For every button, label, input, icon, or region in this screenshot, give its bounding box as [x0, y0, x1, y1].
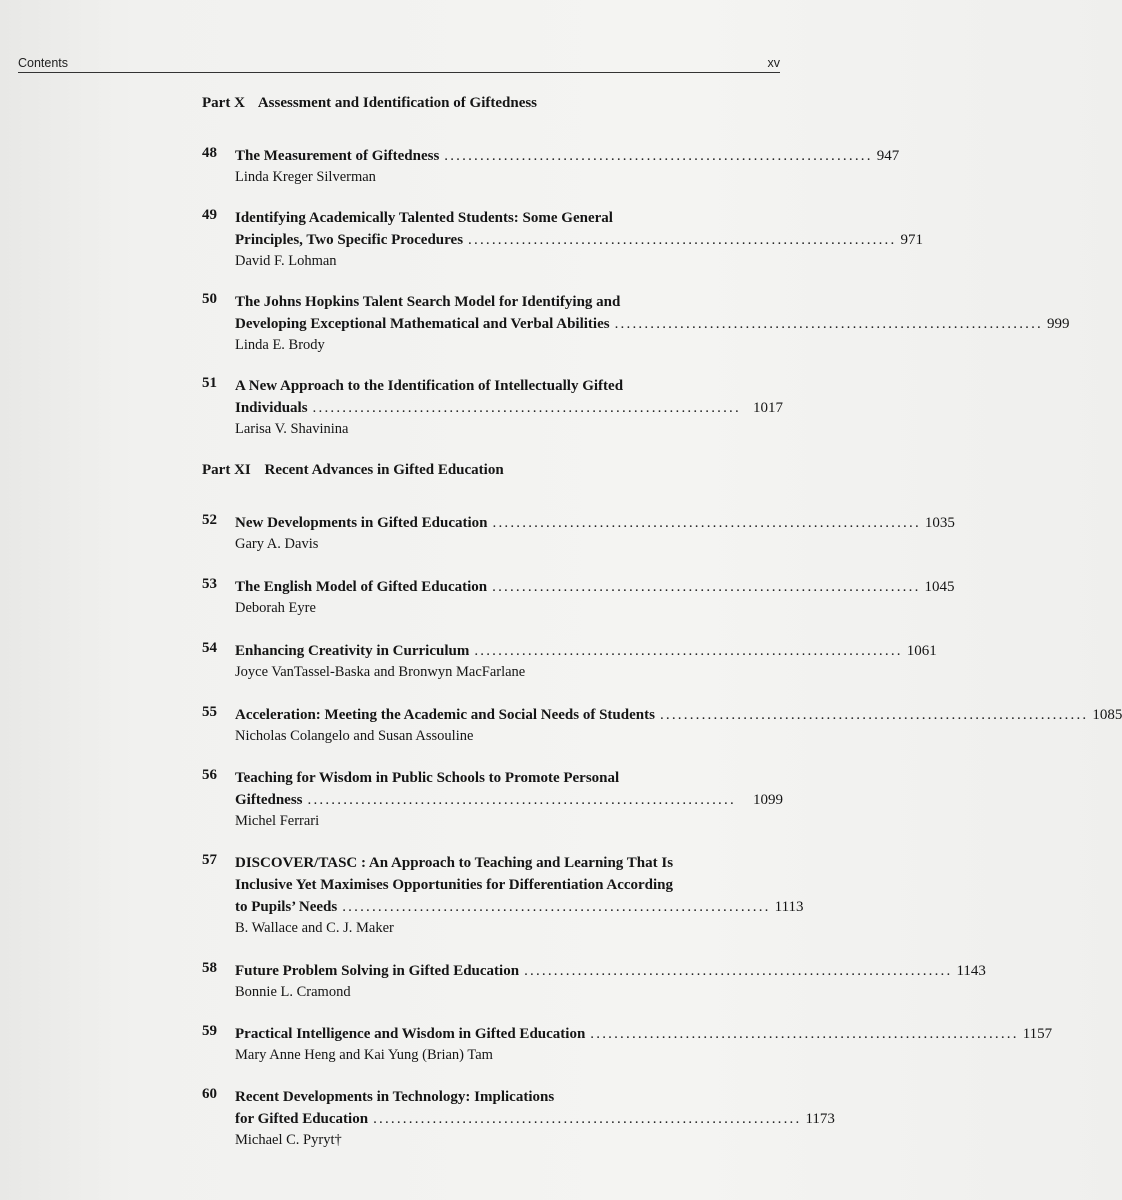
running-header — [18, 56, 780, 72]
chapter-title: DISCOVER/TASC : An Approach to Teaching and Learning That Is — [235, 855, 674, 871]
chapter-author: Gary A. Davis — [235, 536, 319, 552]
chapter-title: Teaching for Wisdom in Public Schools to Promote Personal — [235, 770, 620, 786]
chapter-author: B. Wallace and C. J. Maker — [235, 920, 394, 936]
leader-dots: ........................................................................ — [342, 899, 771, 915]
chapter-number: 56 — [202, 767, 217, 783]
chapter-title: Principles, Two Specific Procedures — [235, 232, 464, 248]
leader-dots: ........................................................................ — [312, 400, 741, 416]
chapter-page: 947 — [876, 148, 900, 164]
chapter-title: to Pupils’ Needs — [235, 899, 338, 915]
part-label: Part XI — [202, 462, 251, 478]
part-title: Recent Advances in Gifted Education — [264, 462, 504, 478]
chapter-number: 52 — [202, 512, 217, 528]
chapter-author: Linda E. Brody — [235, 337, 325, 353]
chapter-page: 1143 — [956, 963, 986, 979]
leader-dots: ........................................................................ — [590, 1026, 1019, 1042]
chapter-author: Michel Ferrari — [235, 813, 320, 829]
page-number: xv — [767, 56, 780, 70]
chapter-page: 1085 — [1092, 707, 1122, 723]
chapter-title: The English Model of Gifted Education — [235, 579, 488, 595]
chapter-title: Recent Developments in Technology: Implications — [235, 1089, 555, 1105]
chapter-title: Giftedness — [235, 792, 303, 808]
chapter-title: Future Problem Solving in Gifted Education — [235, 963, 520, 979]
chapter-page: 1157 — [1022, 1026, 1053, 1042]
chapter-title: Developing Exceptional Mathematical and Verbal Abilities — [235, 316, 610, 332]
chapter-number: 50 — [202, 291, 217, 307]
chapter-title: for Gifted Education — [235, 1111, 369, 1127]
part-heading — [202, 95, 762, 112]
chapter-author: Deborah Eyre — [235, 600, 316, 616]
chapter-number: 55 — [202, 704, 217, 720]
chapter-number: 48 — [202, 145, 217, 161]
leader-dots: ........................................................................ — [444, 148, 873, 164]
chapter-number: 57 — [202, 852, 217, 868]
chapter-page: 1045 — [924, 579, 955, 595]
chapter-number: 59 — [202, 1023, 217, 1039]
chapter-title: The Measurement of Giftedness — [235, 148, 440, 164]
part-title: Assessment and Identification of Giftedness — [257, 95, 538, 111]
chapter-author: Nicholas Colangelo and Susan Assouline — [235, 728, 474, 744]
chapter-title: Inclusive Yet Maximises Opportunities for Differentiation According — [235, 877, 674, 893]
chapter-title: Individuals — [235, 400, 308, 416]
chapter-page: 971 — [900, 232, 923, 248]
chapter-title: New Developments in Gifted Education — [235, 515, 488, 531]
chapter-author: Mary Anne Heng and Kai Yung (Brian) Tam — [235, 1047, 493, 1063]
chapter-page: 1173 — [805, 1111, 835, 1127]
chapter-title: The Johns Hopkins Talent Search Model for Identifying and — [235, 294, 621, 310]
leader-dots: ........................................................................ — [659, 707, 1089, 723]
chapter-page: 1017 — [753, 400, 783, 416]
chapter-page: 1035 — [924, 515, 955, 531]
chapter-title: A New Approach to the Identification of Intellectually Gifted — [235, 378, 624, 394]
chapter-number: 49 — [202, 207, 217, 223]
chapter-title: Enhancing Creativity in Curriculum — [235, 643, 470, 659]
part-label: Part X — [202, 95, 245, 111]
chapter-page: 999 — [1047, 316, 1070, 332]
leader-dots: ........................................................................ — [474, 643, 903, 659]
part-heading — [202, 462, 762, 479]
chapter-number: 58 — [202, 960, 217, 976]
chapter-title: Identifying Academically Talented Students: Some General — [235, 210, 613, 226]
leader-dots: ........................................................................ — [307, 792, 736, 808]
chapter-author: David F. Lohman — [235, 253, 337, 269]
leader-dots: ........................................................................ — [373, 1111, 802, 1127]
leader-dots: ........................................................................ — [614, 316, 1043, 332]
chapter-author: Bonnie L. Cramond — [235, 984, 351, 1000]
chapter-number: 53 — [202, 576, 217, 592]
leader-dots: ........................................................................ — [492, 515, 921, 531]
chapter-number: 51 — [202, 375, 217, 391]
leader-dots: ........................................................................ — [468, 232, 897, 248]
chapter-author: Larisa V. Shavinina — [235, 421, 349, 437]
chapter-author: Linda Kreger Silverman — [235, 169, 376, 185]
header-rule — [18, 72, 780, 73]
chapter-page: 1113 — [774, 899, 804, 915]
chapter-author: Michael C. Pyryt† — [235, 1132, 342, 1148]
leader-dots: ........................................................................ — [492, 579, 921, 595]
chapter-author: Joyce VanTassel-Baska and Bronwyn MacFarlane — [235, 664, 526, 680]
leader-dots: ........................................................................ — [524, 963, 953, 979]
running-header-section: Contents — [18, 56, 69, 70]
chapter-page: 1061 — [906, 643, 937, 659]
chapter-number: 60 — [202, 1086, 217, 1102]
chapter-title: Practical Intelligence and Wisdom in Gifted Education — [235, 1026, 586, 1042]
chapter-number: 54 — [202, 640, 217, 656]
chapter-title: Acceleration: Meeting the Academic and Social Needs of Students — [235, 707, 655, 723]
chapter-page: 1099 — [753, 792, 783, 808]
